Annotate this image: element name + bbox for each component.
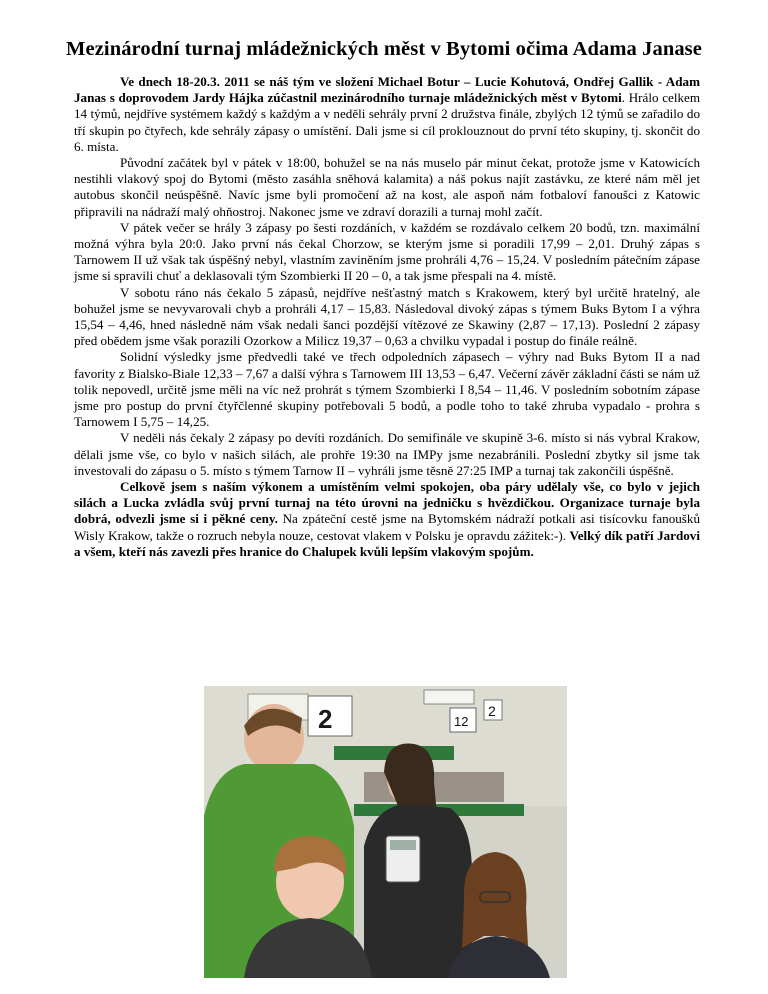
- paragraph-saturday-afternoon: Solidní výsledky jsme předvedli také ve třech odpoledních zápasech – výhry nad Buks Bytom II a nad favority z Bialsko-Biale 12,33 – 7,67 a další výhra s Tarnowem III 13,53 – 6,47. Večerní závěr základní části se nám už tolik nepovedl, určitě jsme měli na víc než prohrát s týmem Szombierki I 8,54 – 11,46. V posledním sobotním zápase jsme pro postup do první čtyřčlenné skupiny potřebovali 5 bodů, a podle toho to také zhruba vypadalo - prohra s Tarnowem I 5,75 – 14,25.: [74, 349, 700, 430]
- article-body: [74, 74, 700, 560]
- paragraph-friday: V pátek večer se hrály 3 zápasy po šesti rozdáních, v každém se rozdávalo celkem 20 bodů, tzn. maximální možná výhra byla 20:0. Jako první nás čekal Chorzow, se kterým jsme si poradili 17,99 – 2,01. Druhý zápas s Tarnowem II už však tak úspěšný nebyl, vlastním zaviněním jsme prohráli 4,76 – 15,24. V posledním pátečním zápase jsme si spravili chuť a deklasovali tým Szombierki II 20 – 0, a tak jsme přespali na 4. místě.: [74, 219, 700, 284]
- page-title: Mezinárodní turnaj mládežnických měst v Bytomi očima Adama Janase: [66, 38, 702, 60]
- paragraph-arrival: Původní začátek byl v pátek v 18:00, bohužel se na nás muselo pár minut čekat, protože jsme v Katowicích nestihli vlakový spoj do Bytomi (město zasáhla sněhová kalamita) a náš pokus najít zastávku, ze které nám měl jet autobus skončil neúspěšně. Navíc jsme byli promočení až na kost, ale aspoň nám fotbaloví fanoušci z Katowic připravili na nádraží malý ohňostroj. Nakonec jsme ve zdraví dorazili a turnaj mohl začít.: [74, 155, 700, 219]
- summary-normal: Na zpáteční cestě jsme na Bytomském nádraží potkali asi tisícovku fanoušků Wisly Krakow, takže o rozruch nebyla nouze, cestovat vlakem v Polsku je opravdu zážitek:-).: [74, 511, 700, 543]
- paragraph-saturday-morning: V sobotu ráno nás čekalo 5 zápasů, nejdříve nešťastný match s Krakowem, který byl určitě hratelný, ale bohužel jsme se nevyvarovali chyb a prohráli 4,17 – 15,83. Následoval divoký zápas s týmem Buks Bytom I a výhra 15,54 – 4,46, hned následně nám však nedali šanci pozdější vítězové ze Skawiny (2,87 – 17,13). Poslední 2 zápasy před obědem jsme však porazili Ozorkow a Milicz 19,37 – 0,63 a chvilku vypadal i postup do finále reálně.: [74, 284, 700, 349]
- team-photo: [204, 686, 567, 978]
- sign-number-3: 2: [488, 703, 496, 719]
- sign-number-1: 2: [318, 704, 333, 734]
- paragraph-sunday: V neděli nás čekaly 2 zápasy po devíti rozdáních. Do semifinále ve skupině 3-6. místo si nás vybral Krakow, dělali jsme vše, co bylo v našich silách, ale prohře 19:30 na IMPy jsme nezabránili. Poslední zbytky sil jsme tak investovali do zápasu o 5. místo s týmem Tarnow II – vyhráli jsme těsně 27:25 IMP a turnaj tak zakončili úspěšně.: [74, 430, 700, 478]
- summary-bold: Celkově jsem s naším výkonem a umístěním velmi spokojen, oba páry udělaly vše, co bylo v jejich silách a Lucka zvládla svůj první turnaj na této úrovni na jedničku s hvězdičkou. Organizace turnaje byla dobrá, odvezli jsme si i pěkné ceny.: [74, 479, 700, 527]
- intro-rest: . Hrálo celkem 14 týmů, nejdříve systémem každý s každým a v neděli sehrály první 2 družstva finále, zbylých 12 týmů se zařadilo do tří skupin po čtyřech, kde sehrály zápasy o umístění. Dali jsme si cíl proklouznout do první této skupiny, tj. skončit do 6. místa.: [74, 90, 700, 154]
- sign-number-2: 12: [454, 714, 469, 729]
- paragraph-summary: [74, 479, 700, 560]
- team-photo-illustration: [204, 686, 567, 978]
- paragraph-intro: [74, 74, 700, 155]
- summary-thanks: Velký dík patří Jardovi a všem, kteří nás zavezli přes hranice do Chalupek kvůli lepším vlakovým spojům.: [74, 527, 700, 559]
- intro-lead: Ve dnech 18-20.3. 2011 se náš tým ve složení Michael Botur – Lucie Kohutová, Ondřej Gallik - Adam Janas s doprovodem Jardy Hájka zúčastnil mezinárodního turnaje mládežnických měst v Bytomi: [74, 74, 700, 106]
